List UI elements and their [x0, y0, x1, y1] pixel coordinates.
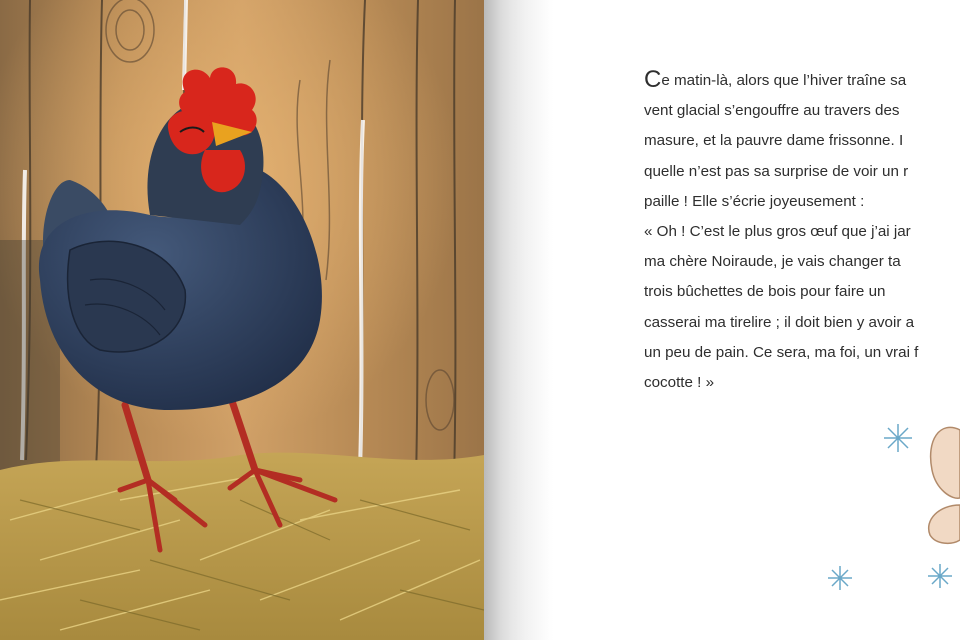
story-line: paille ! Elle s’écrie joyeusement :: [644, 192, 865, 210]
snowflake-icon: [828, 566, 852, 590]
story-line: cocotte ! »: [644, 373, 715, 391]
rabbit-ear-sketch: [929, 427, 960, 543]
snowflake-icon: [928, 564, 952, 588]
drop-cap: C: [644, 66, 662, 93]
story-line: « Oh ! C’est le plus gros œuf que j’ai jar: [644, 222, 911, 240]
story-line: vent glacial s’engouffre au travers des: [644, 102, 900, 120]
story-line: trois bûchettes de bois pour faire un: [644, 283, 886, 301]
story-first-line: e matin-là, alors que l’hiver traîne sa: [661, 72, 907, 89]
decorative-sketch: [484, 0, 960, 640]
story-line: quelle n’est pas sa surprise de voir un r: [644, 162, 909, 180]
text-page: [484, 0, 960, 640]
story-line: ma chère Noiraude, je vais changer ta: [644, 253, 901, 271]
snowflake-icon: [884, 424, 912, 452]
story-line: un peu de pain. Ce sera, ma foi, un vrai f: [644, 343, 919, 361]
story-line: masure, et la pauvre dame frissonne. I: [644, 132, 904, 150]
story-line: casserai ma tirelire ; il doit bien y avoir a: [644, 313, 915, 331]
